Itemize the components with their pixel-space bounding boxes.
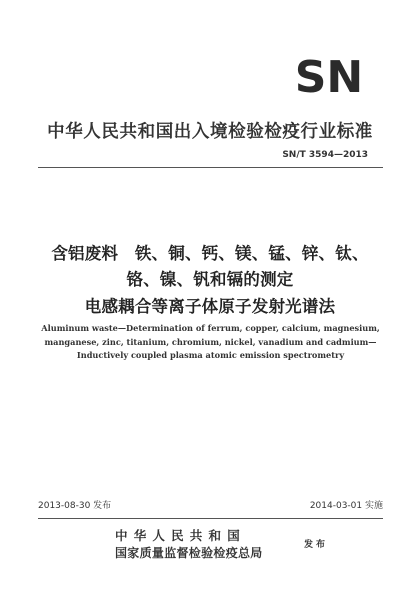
top-divider (38, 167, 383, 168)
issuer-agency: 国家质量监督检验检疫总局 (115, 546, 263, 560)
issuer-country: 中华人民共和国 (115, 528, 246, 543)
bottom-divider (38, 518, 383, 519)
sn-logo (286, 56, 372, 96)
cn-title-line-3: 电感耦合等离子体原子发射光谱法 (84, 297, 336, 316)
cn-title-line-2: 铬、镍、钒和镉的测定 (126, 270, 294, 289)
issuing-org-title: 中华人民共和国出入境检验检疫行业标准 (47, 122, 373, 142)
issuer-publish-label: 发布 (304, 540, 329, 550)
sn-logo-text: SN (294, 56, 364, 96)
issue-date: 2013-08-30 发布 (38, 501, 112, 511)
cn-title-line-1: 含铝废料 铁、铜、钙、镁、锰、锌、钛、 (51, 244, 369, 263)
standard-number: SN/T 3594—2013 (282, 150, 368, 160)
en-title: Aluminum waste—Determination of ferrum, copper, calcium, magnesium, manganese, zinc, titanium, chromium, nickel, vanadium and cadmium—Inductively coupled plasma atomic emission spectrometry (41, 323, 380, 360)
sn-logo-graphic (286, 56, 372, 96)
implementation-date: 2014-03-01 实施 (309, 501, 383, 511)
